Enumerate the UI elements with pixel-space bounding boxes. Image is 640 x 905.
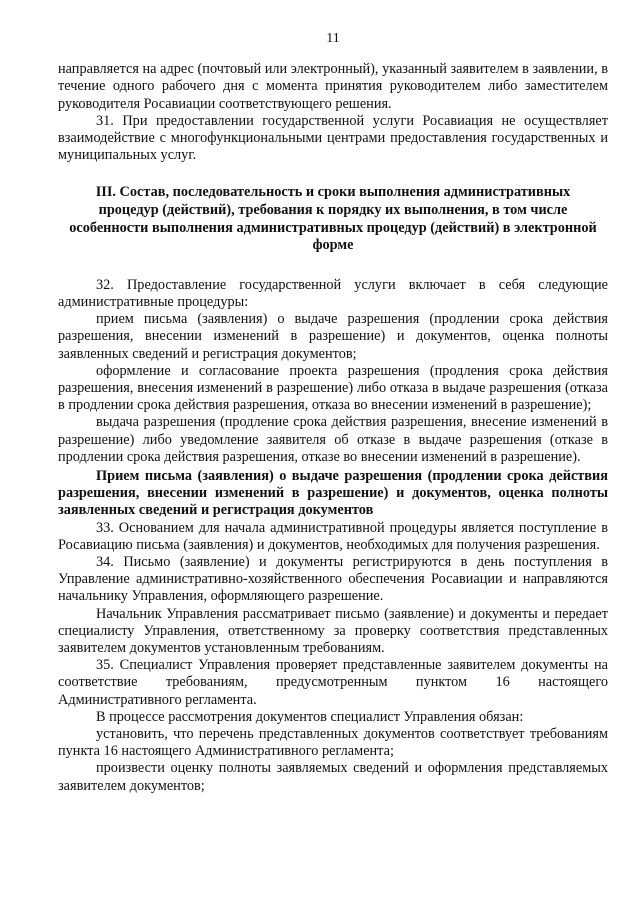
- paragraph-head-review: Начальник Управления рассматривает письмо (заявление) и документы и передает специалисту Управления, ответственному за проверку соответствия представленных заявителем документов установленным требованиям.: [58, 605, 608, 657]
- procedure-item-2: оформление и согласование проекта разрешения (продления срока действия разрешения, внесения изменений в разрешение) либо отказа в выдаче разрешения (отказа в продлении срока действия разрешения, отказа во внесении изменений в разрешение);: [58, 362, 608, 414]
- subsection-heading: Прием письма (заявления) о выдаче разрешения (продлении срока действия разрешения, внесении изменений в разрешение) и документов, оценка полноты заявленных сведений и регистрация документов: [58, 468, 608, 519]
- section-heading: III. Состав, последовательность и сроки выполнения административных процедур (действий), требования к порядку их выполнения, в том числе особенности выполнения административных процедур (действий) в электронной форме: [69, 184, 597, 254]
- paragraph-32: 32. Предоставление государственной услуги включает в себя следующие административные процедуры:: [58, 276, 608, 310]
- paragraph-33: 33. Основанием для начала административной процедуры является поступление в Росавиацию письма (заявления) и документов, необходимых для получения разрешения.: [58, 519, 608, 553]
- duty-item-2: произвести оценку полноты заявляемых сведений и оформления представляемых заявителем документов;: [58, 760, 608, 794]
- paragraph-continuation: направляется на адрес (почтовый или электронный), указанный заявителем в заявлении, в течение одного рабочего дня с момента принятия руководителем либо заместителем руководителя Росавиации соответствующего решения.: [58, 61, 608, 112]
- paragraph-35: 35. Специалист Управления проверяет представленные заявителем документы на соответствие требованиям, предусмотренным пунктом 16 настоящего Административного регламента.: [58, 657, 608, 708]
- paragraph-34: 34. Письмо (заявление) и документы регистрируются в день поступления в Управление административно-хозяйственного обеспечения Росавиации и направляются начальнику Управления, оформляющего разрешение.: [58, 554, 608, 605]
- paragraph-31: 31. При предоставлении государственной услуги Росавиация не осуществляет взаимодействие с многофункциональными центрами предоставления государственных и муниципальных услуг.: [58, 112, 608, 164]
- procedure-item-3: выдача разрешения (продление срока действия разрешения, внесение изменений в разрешение) либо уведомление заявителя об отказе в выдаче разрешения (отказе в продлении срока действия разрешения, отказе во внесении изменений в разрешение).: [58, 414, 608, 465]
- procedure-item-1: прием письма (заявления) о выдаче разрешения (продлении срока действия разрешения, внесении изменений в разрешение) и документов, оценка полноты заявленных сведений и регистрация документов;: [58, 311, 608, 362]
- page-number: 11: [326, 31, 340, 46]
- duty-item-1: установить, что перечень представленных документов соответствует требованиям пункта 16 настоящего Административного регламента;: [58, 726, 608, 760]
- paragraph-review-process: В процессе рассмотрения документов специалист Управления обязан:: [96, 708, 524, 725]
